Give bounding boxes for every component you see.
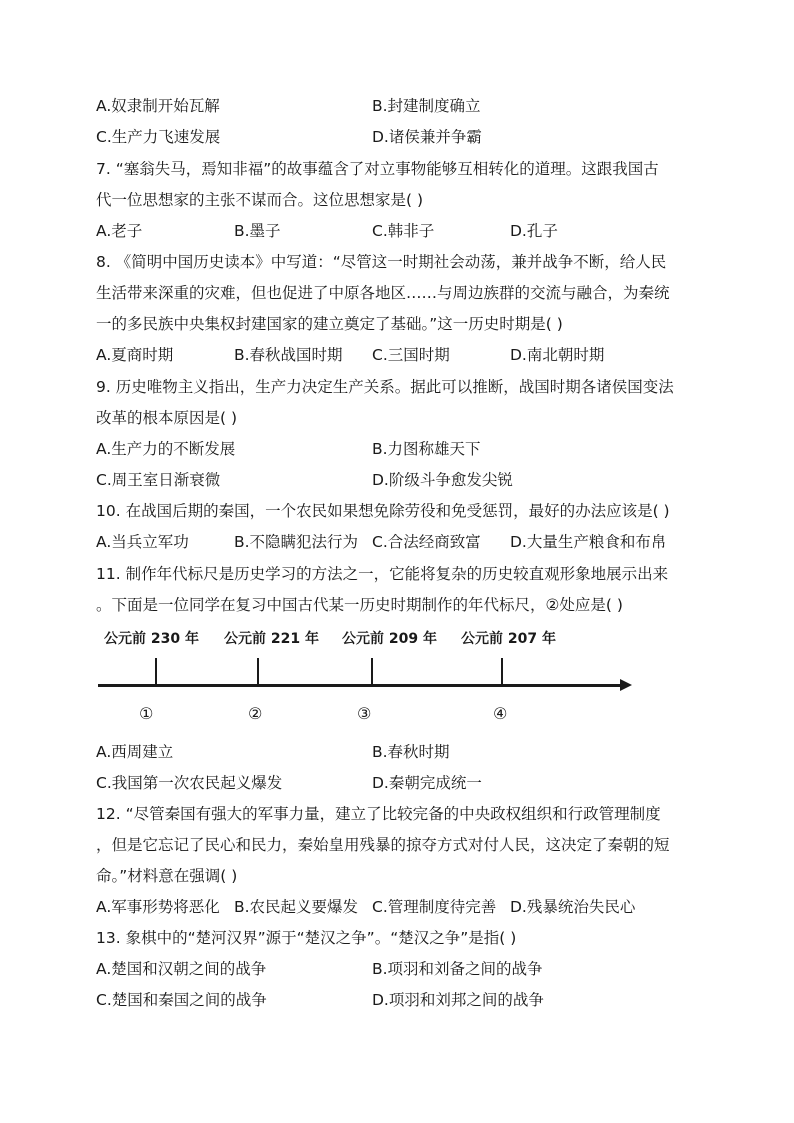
- timeline-axis: [98, 684, 622, 687]
- q11-option-d: D.秦朝完成统一: [372, 774, 482, 792]
- timeline-label-3: 公元前 209 年: [342, 631, 437, 647]
- q10-option-b: B.不隐瞒犯法行为: [234, 533, 359, 551]
- q11-option-c: C.我国第一次农民起义爆发: [96, 774, 283, 792]
- q9-option-d: D.阶级斗争愈发尖锐: [372, 471, 513, 489]
- timeline-tick-1: [155, 658, 157, 686]
- q7-option-c: C.韩非子: [372, 222, 435, 240]
- q7-option-a: A.老子: [96, 222, 143, 240]
- q10-stem-line-1: 10. 在战国后期的秦国，一个农民如果想免除劳役和免受惩罚，最好的办法应该是( ): [96, 502, 670, 520]
- q6-option-a: A.奴隶制开始瓦解: [96, 97, 220, 115]
- q7-option-b: B.墨子: [234, 222, 281, 240]
- q11-option-a: A.西周建立: [96, 743, 174, 761]
- q8-option-c: C.三国时期: [372, 346, 450, 364]
- timeline-label-2: 公元前 221 年: [224, 631, 319, 647]
- q7-stem-line-1: 7. “塞翁失马，焉知非福”的故事蕴含了对立事物能够互相转化的道理。这跟我国古: [96, 160, 659, 178]
- q9-stem-line-1: 9. 历史唯物主义指出，生产力决定生产关系。据此可以推断，战国时期各诸侯国变法: [96, 378, 674, 396]
- q12-stem-line-2: ，但是它忘记了民心和民力，秦始皇用残暴的掠夺方式对付人民，这决定了秦朝的短: [96, 836, 670, 854]
- q12-option-c: C.管理制度待完善: [372, 898, 497, 916]
- timeline-marker-2: ②: [248, 704, 263, 723]
- q12-option-b: B.农民起义要爆发: [234, 898, 359, 916]
- q13-option-b: B.项羽和刘备之间的战争: [372, 960, 543, 978]
- q8-stem-line-1: 8. 《简明中国历史读本》中写道：“尽管这一时期社会动荡，兼并战争不断，给人民: [96, 253, 667, 271]
- q10-option-c: C.合法经商致富: [372, 533, 481, 551]
- q10-option-a: A.当兵立军功: [96, 533, 189, 551]
- q6-option-d: D.诸侯兼并争霸: [372, 128, 482, 146]
- q8-option-a: A.夏商时期: [96, 346, 174, 364]
- q7-stem-line-2: 代一位思想家的主张不谋而合。这位思想家是( ): [96, 191, 424, 209]
- timeline-marker-1: ①: [139, 704, 154, 723]
- q9-stem-line-2: 改革的根本原因是( ): [96, 409, 238, 427]
- q12-stem-line-1: 12. “尽管秦国有强大的军事力量，建立了比较完备的中央政权组织和行政管理制度: [96, 805, 661, 823]
- timeline-arrow-icon: [620, 679, 632, 691]
- q12-option-a: A.军事形势将恶化: [96, 898, 220, 916]
- q9-option-a: A.生产力的不断发展: [96, 440, 236, 458]
- q13-option-a: A.楚国和汉朝之间的战争: [96, 960, 267, 978]
- q6-option-b: B.封建制度确立: [372, 97, 481, 115]
- q9-option-c: C.周王室日渐衰微: [96, 471, 221, 489]
- q8-option-d: D.南北朝时期: [510, 346, 605, 364]
- q9-option-b: B.力图称雄天下: [372, 440, 481, 458]
- q6-option-c: C.生产力飞速发展: [96, 128, 221, 146]
- timeline-tick-3: [371, 658, 373, 686]
- timeline-tick-2: [257, 658, 259, 686]
- q8-option-b: B.春秋战国时期: [234, 346, 343, 364]
- q8-stem-line-2: 生活带来深重的灾难，但也促进了中原各地区……与周边族群的交流与融合，为秦统: [96, 284, 670, 302]
- timeline-marker-3: ③: [357, 704, 372, 723]
- q8-stem-line-3: 一的多民族中央集权封建国家的建立奠定了基础。”这一历史时期是( ): [96, 315, 563, 333]
- q10-option-d: D.大量生产粮食和布帛: [510, 533, 667, 551]
- timeline-tick-4: [501, 658, 503, 686]
- q13-option-c: C.楚国和秦国之间的战争: [96, 991, 267, 1009]
- timeline-label-4: 公元前 207 年: [461, 631, 556, 647]
- q7-option-d: D.孔子: [510, 222, 558, 240]
- q12-stem-line-3: 命。”材料意在强调( ): [96, 867, 238, 885]
- q11-stem-line-1: 11. 制作年代标尺是历史学习的方法之一，它能将复杂的历史较直观形象地展示出来: [96, 565, 669, 583]
- q12-option-d: D.残暴统治失民心: [510, 898, 636, 916]
- timeline-label-1: 公元前 230 年: [104, 631, 199, 647]
- q11-option-b: B.春秋时期: [372, 743, 450, 761]
- q11-stem-line-2: 。下面是一位同学在复习中国古代某一历史时期制作的年代标尺，②处应是( ): [96, 596, 623, 614]
- timeline-marker-4: ④: [493, 704, 508, 723]
- q13-option-d: D.项羽和刘邦之间的战争: [372, 991, 544, 1009]
- q13-stem-line-1: 13. 象棋中的“楚河汉界”源于“楚汉之争”。“楚汉之争”是指( ): [96, 929, 517, 947]
